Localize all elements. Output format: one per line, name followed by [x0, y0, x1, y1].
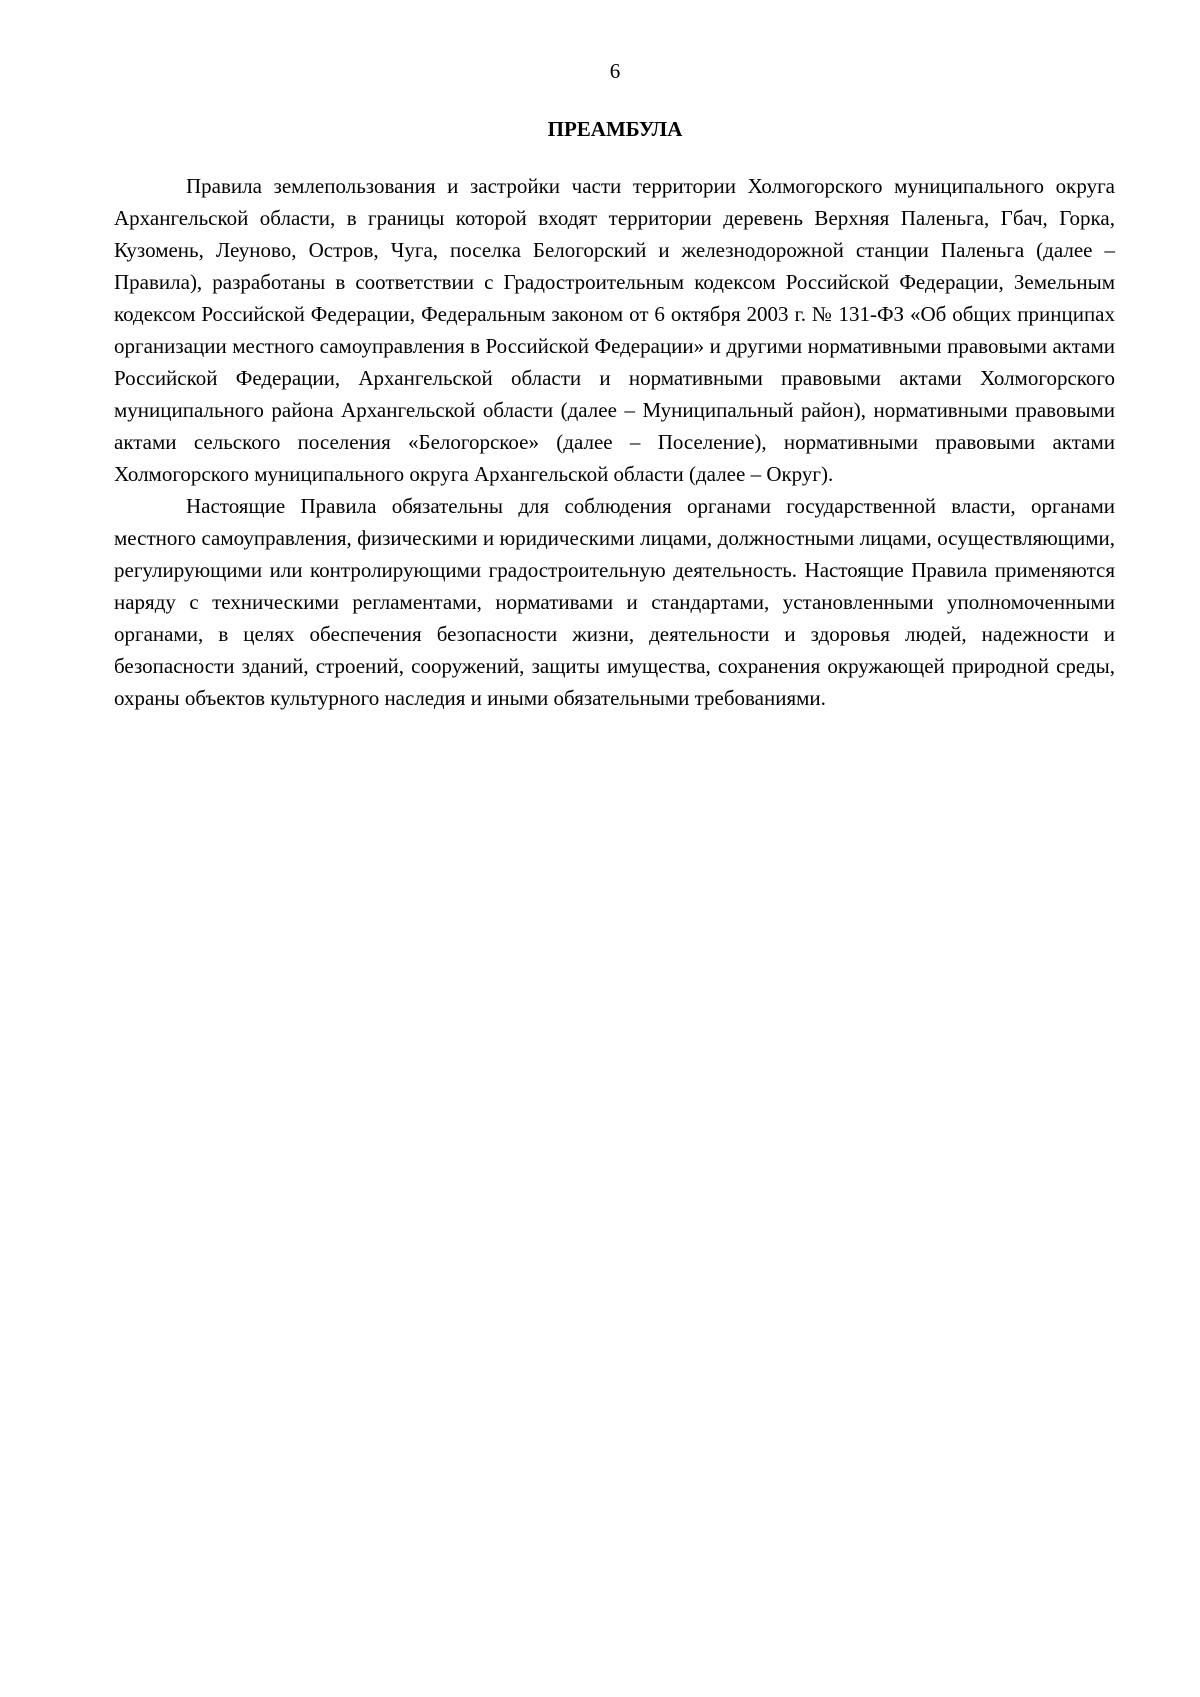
section-title: ПРЕАМБУЛА: [547, 117, 683, 141]
page-number: 6: [609, 59, 621, 83]
paragraph-2: Настоящие Правила обязательны для соблюдения органами государственной власти, органами местного самоуправления, физическими и юридическими лицами, должностными лицами, осуществляющими, регулирующими или контролирующими градостроительную деятельность. Настоящие Правила применяются наряду с техническими регламентами, нормативами и стандартами, установленными уполномоченными органами, в целях обеспечения безопасности жизни, деятельности и здоровья людей, надежности и безопасности зданий, строений, сооружений, защиты имущества, сохранения окружающей природной среды, охраны объектов культурного наследия и иными обязательными требованиями.: [114, 494, 1115, 710]
paragraph-1: Правила землепользования и застройки части территории Холмогорского муниципального округа Архангельской области, в границы которой входят территории деревень Верхняя Паленьга, Гбач, Горка, Кузомень, Леуново, Остров, Чуга, поселка Белогорский и железнодорожной станции Паленьга (далее – Правила), разработаны в соответствии с Градостроительным кодексом Российской Федерации, Земельным кодексом Российской Федерации, Федеральным законом от 6 октября 2003 г. № 131-ФЗ «Об общих принципах организации местного самоуправления в Российской Федерации» и другими нормативными правовыми актами Российской Федерации, Архангельской области и нормативными правовыми актами Холмогорского муниципального района Архангельской области (далее – Муниципальный район), нормативными правовыми актами сельского поселения «Белогорское» (далее – Поселение), нормативными правовыми актами Холмогорского муниципального округа Архангельской области (далее – Округ).: [114, 174, 1115, 486]
document-body: [114, 170, 1115, 714]
